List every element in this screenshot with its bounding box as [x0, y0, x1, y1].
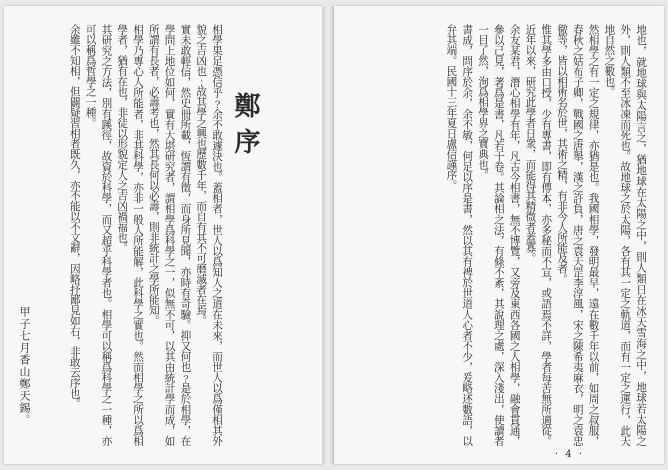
- right-page: [334, 6, 664, 464]
- paragraph: 然相學之有一定之規律，亦猶是也。我國相學，發明最早，遠在數千年以前，如周之叔服，春秋之姑布子卿，戰國之唐舉，漢之許負，唐之袁天罡李淳風，宋之陳希夷麻衣，明之袁忠徹等，皆以相術名於世，其術之精，有非今人所能及者。: [556, 24, 600, 446]
- paragraph: 實未敢輕信，然史冊所載，恆謂有徵，而身所見聞，亦時有奇驗。抑又何也﹖是於相學，在學問上地位如何，實有大堪研究者，謂相學爲科學之一，似無不可，以其由統計學而成，如所謂有長者，必壽考也，然其長何以必壽，則非統計之學所能知。: [147, 24, 192, 446]
- paragraph: 相學果足憑信乎﹖余不敢遽決也。蓋相者，世人以爲知人之道在未來，而世人以爲僅相其外貌之吉凶也﹔故其學之興也歷數千年，而自有其不可磨滅者在焉。: [195, 24, 223, 446]
- paragraph: 余友某君，潛心相學有年，凡古今相書，無不博覽，又旁及東西各國之人相學，融會貫通，參以己見，著爲是書，凡若干卷。其論相之法，有條不紊，其說理之處，深入淺出，使讀者一目了然，洵爲相學界之寶典也。: [477, 24, 521, 446]
- paragraph: 相學乃專心人所能者，非其科學，亦非一般人所能解，此科學之實也。然而相學之所以爲相學者，猶有在也，非徒以形貌定人之吉凶禍福也。: [116, 24, 145, 446]
- paragraph: 其研究之方法，別有蹊徑，故資於科學，而又超乎科學者也。相學可以稱爲科學之一種，亦可以稱爲哲學之一種。: [84, 24, 113, 446]
- page-number: ‧ 4 ‧: [554, 449, 584, 460]
- paragraph: 地也，就地球與太陽言之，猶地球在太陽之中，則人類日在冰天雪海之中，地球若太陽之外，則人類不至冰凍而死也。故地球之於太陽，各有其一定之軌道，而有一定之運行，此天地自然之數也。: [603, 24, 647, 446]
- book-gutter: [322, 6, 334, 464]
- left-page: [4, 6, 322, 464]
- date-signature: 甲子七月香山鄭天錫。: [18, 306, 31, 426]
- preface-body-continued: [350, 24, 648, 446]
- paragraph: 惟其學多由口授，少有專書，即有傳本，亦多秘而不宣，或語焉不詳，學者每苦無所適從。近年以來，研究此學者日衆，而能得其精微者蓋寡。: [524, 24, 553, 446]
- preface-body: [38, 24, 224, 446]
- preface-title: 鄭序: [230, 92, 260, 164]
- paragraph: 余雖不知相，但闢疑習相者既久，亦不能以不文辭，因略抒鄙見如右，非敢云序也。: [68, 24, 81, 409]
- paragraph: 書成，問序於余，余不敏，何足以序是書，然以其有裨於世道人心者不少，爰略述數語，以弁其端。民國十三年夏日盧信謹序。: [445, 24, 474, 446]
